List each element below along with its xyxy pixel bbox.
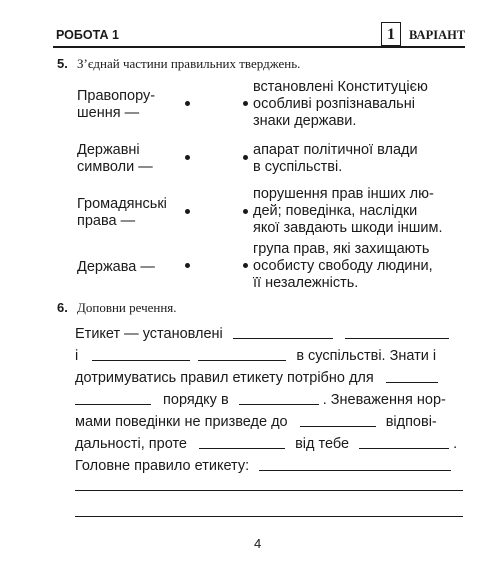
match-right-1-line1: встановлені Конституцією — [253, 79, 428, 95]
match-right-4 — [253, 241, 433, 292]
sentence-text-5a: мами поведінки не призведе до — [75, 414, 288, 430]
match-left-3-line2: права — — [77, 213, 136, 229]
match-right-1-line2: особливі розпізнавальні — [253, 96, 415, 112]
sentence-text-7: Головне правило етикету: — [75, 458, 250, 474]
fill-blank[interactable] — [92, 346, 190, 361]
match-left-4-line1: Держава — — [77, 259, 155, 275]
sentence-line-5 — [75, 412, 437, 430]
match-dot-right-4[interactable] — [243, 263, 248, 268]
sentence-text-1: Етикет — установлені — [75, 326, 223, 342]
match-right-2-line2: в суспільстві. — [253, 159, 343, 175]
match-left-3-line1: Громадянські — [77, 196, 167, 212]
task6-instruction: Доповни речення. — [77, 300, 177, 315]
fill-blank[interactable] — [359, 434, 449, 449]
match-left-1-line2: шення — — [77, 105, 140, 121]
match-left-2-line1: Державні — [77, 142, 140, 158]
match-right-1-line3: знаки держави. — [253, 113, 357, 129]
match-dot-right-3[interactable] — [243, 209, 248, 214]
match-dot-left-3[interactable] — [185, 209, 190, 214]
match-left-2 — [77, 142, 153, 176]
answer-rule[interactable] — [75, 516, 463, 517]
match-right-3-line2: дей; поведінка, наслідки — [253, 203, 418, 219]
sentence-line-6 — [75, 434, 457, 452]
fill-blank[interactable] — [345, 324, 449, 339]
fill-blank[interactable] — [75, 390, 151, 405]
match-right-2-line1: апарат політичної влади — [253, 142, 418, 158]
sentence-text-5b: відпові- — [385, 414, 437, 430]
sentence-text-3: дотримуватись правил етикету потрібно для — [75, 370, 374, 386]
work-title: РОБОТА 1 — [56, 28, 119, 42]
match-left-1 — [77, 88, 155, 122]
sentence-text-2a: і — [75, 348, 79, 364]
sentence-line-3 — [75, 368, 438, 386]
task6-number: 6. — [57, 300, 68, 315]
sentence-text-6c: . — [453, 436, 458, 452]
sentence-text-6a: дальності, проте — [75, 436, 187, 452]
match-dot-left-4[interactable] — [185, 263, 190, 268]
match-dot-left-2[interactable] — [185, 155, 190, 160]
match-dot-right-2[interactable] — [243, 155, 248, 160]
match-right-3-line3: якої завдають шкоди іншим. — [253, 220, 443, 236]
fill-blank[interactable] — [233, 324, 333, 339]
fill-blank[interactable] — [300, 412, 376, 427]
fill-blank[interactable] — [259, 456, 451, 471]
match-right-4-line1: група прав, які захищають — [253, 241, 430, 257]
fill-blank[interactable] — [239, 390, 319, 405]
task5-instruction: З’єднай частини правильних тверджень. — [77, 56, 301, 71]
sentence-line-2 — [75, 346, 436, 364]
fill-blank[interactable] — [198, 346, 286, 361]
variant-number: 1 — [381, 22, 401, 46]
match-dot-left-1[interactable] — [185, 101, 190, 106]
sentence-line-1 — [75, 324, 449, 342]
match-left-2-line2: символи — — [77, 159, 153, 175]
page-header — [53, 22, 466, 48]
page-number: 4 — [254, 536, 262, 551]
match-left-3 — [77, 196, 167, 230]
header-rule — [53, 46, 465, 48]
sentence-text-6b: від тебе — [295, 436, 350, 452]
sentence-text-2b: в суспільстві. Знати і — [296, 348, 437, 364]
match-right-2 — [253, 142, 418, 176]
match-right-3-line1: порушення прав інших лю- — [253, 186, 434, 202]
match-right-1 — [253, 79, 428, 130]
variant-label: ВАРІАНТ — [409, 28, 466, 42]
fill-blank[interactable] — [199, 434, 285, 449]
match-dot-right-1[interactable] — [243, 101, 248, 106]
sentence-line-4 — [75, 390, 446, 408]
fill-blank[interactable] — [386, 368, 438, 383]
match-left-4 — [77, 259, 155, 276]
match-right-3 — [253, 186, 442, 237]
answer-rule[interactable] — [75, 490, 463, 491]
sentence-text-4a: порядку в — [163, 392, 229, 408]
sentence-text-4b: . Зневаження нор- — [322, 392, 446, 408]
task5-number: 5. — [57, 56, 68, 71]
match-right-4-line2: особисту свободу людини, — [253, 258, 433, 274]
sentence-line-7 — [75, 456, 451, 474]
match-left-1-line1: Правопору- — [77, 88, 156, 104]
match-right-4-line3: її незалежність. — [253, 275, 359, 291]
